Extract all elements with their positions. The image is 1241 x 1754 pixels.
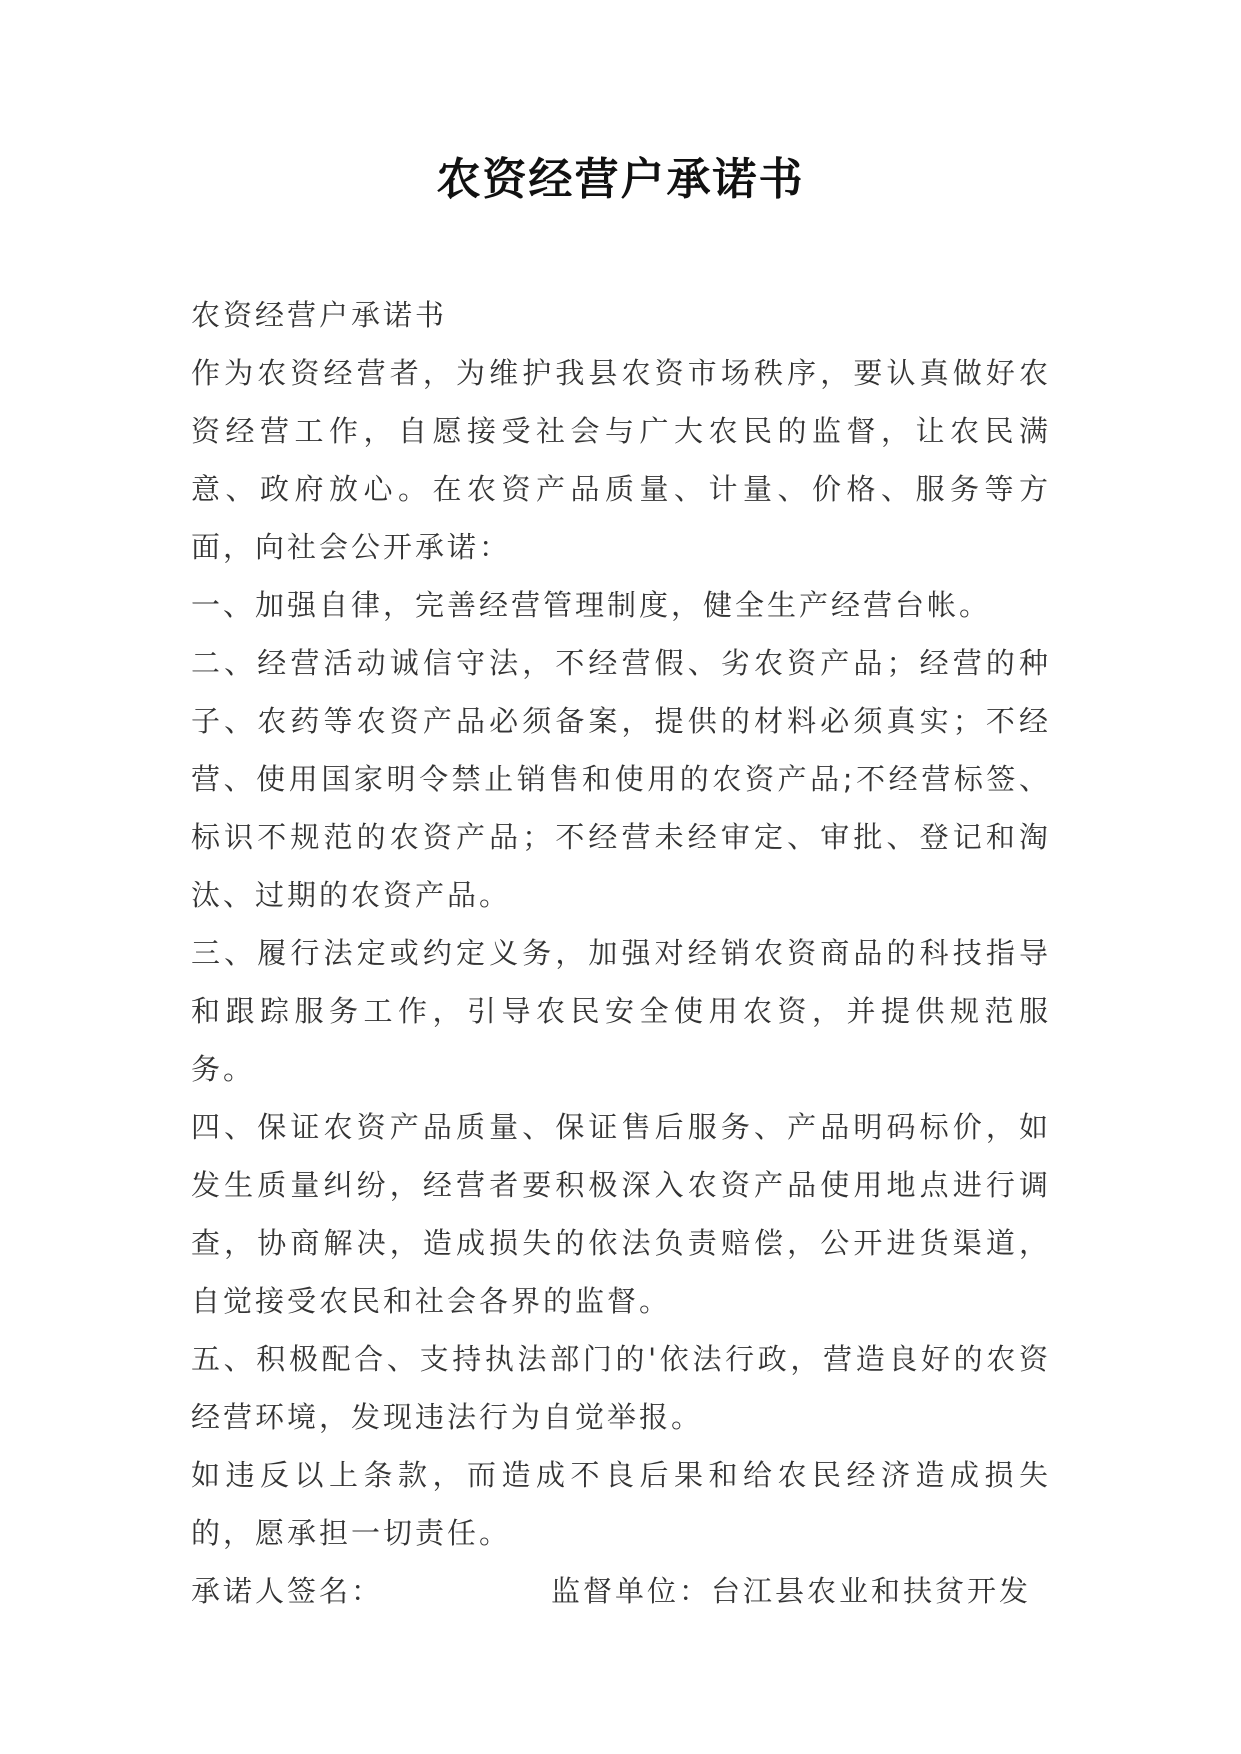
document-body [191, 286, 1051, 1620]
paragraph-item-4: 四、保证农资产品质量、保证售后服务、产品明码标价，如发生质量纠纷，经营者要积极深入农资产品使用地点进行调查，协商解决，造成损失的依法负责赔偿，公开进货渠道，自觉接受农民和社会各界的监督。 [191, 1110, 1051, 1318]
paragraph-intro: 作为农资经营者，为维护我县农资市场秩序，要认真做好农资经营工作，自愿接受社会与广大农民的监督，让农民满意、政府放心。在农资产品质量、计量、价格、服务等方面，向社会公开承诺： [191, 356, 1051, 564]
supervisor-label: 监督单位：台江县农业和扶贫开发 [551, 1574, 1032, 1608]
page-title: 农资经营户承诺书 [436, 154, 805, 205]
paragraph-item-5: 五、积极配合、支持执法部门的'依法行政，营造良好的农资经营环境，发现违法行为自觉举报。 [191, 1342, 1051, 1434]
paragraph-closing: 如违反以上条款，而造成不良后果和给农民经济造成损失的，愿承担一切责任。 [191, 1458, 1051, 1550]
paragraph-item-3: 三、履行法定或约定义务，加强对经销农资商品的科技指导和跟踪服务工作，引导农民安全使用农资，并提供规范服务。 [191, 936, 1051, 1086]
paragraph-item-1: 一、加强自律，完善经营管理制度，健全生产经营台帐。 [191, 588, 992, 622]
paragraph-heading: 农资经营户承诺书 [191, 298, 448, 332]
paragraph-item-2: 二、经营活动诚信守法，不经营假、劣农资产品；经营的种子、农药等农资产品必须备案，提供的材料必须真实；不经营、使用国家明令禁止销售和使用的农资产品;不经营标签、标识不规范的农资产品；不经营未经审定、审批、登记和淘汰、过期的农资产品。 [191, 646, 1051, 912]
signer-label: 承诺人签名： [191, 1574, 384, 1608]
signature-row [191, 1562, 1051, 1620]
